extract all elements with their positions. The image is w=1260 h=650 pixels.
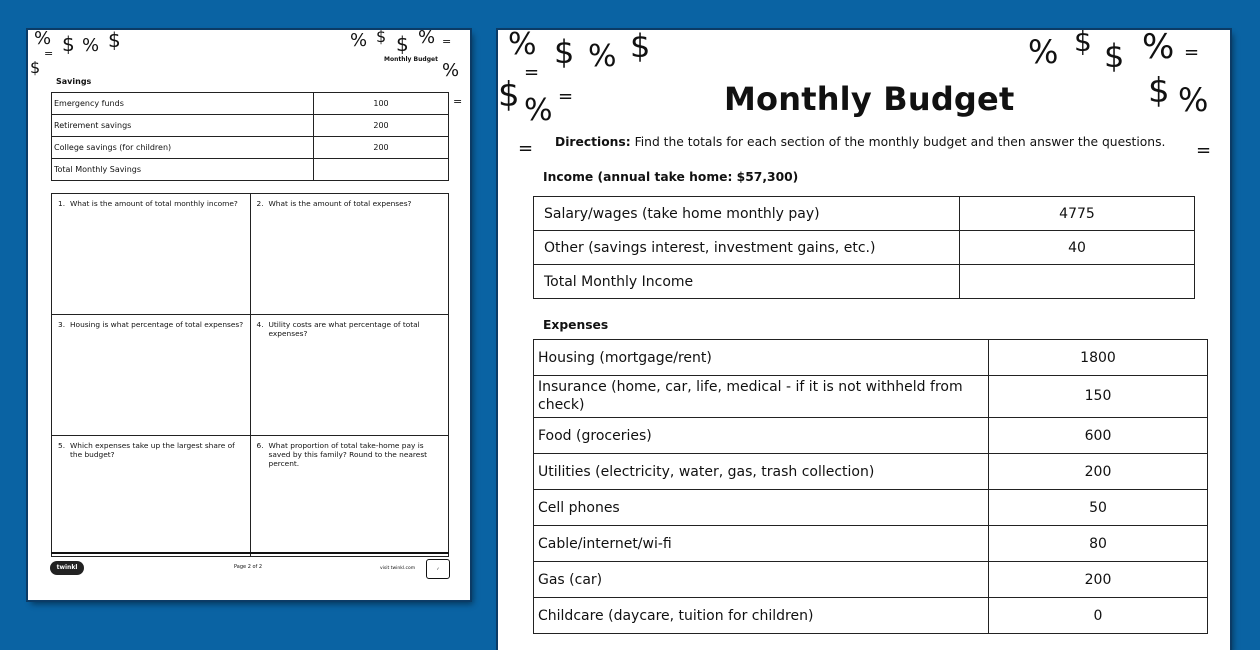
row-value[interactable]: 200 bbox=[314, 137, 449, 159]
question-number: 6. bbox=[256, 441, 264, 450]
question-number: 1. bbox=[58, 199, 66, 208]
row-label: Salary/wages (take home monthly pay) bbox=[534, 197, 960, 231]
row-label: Utilities (electricity, water, gas, trash collection) bbox=[534, 454, 989, 490]
percent-symbol: % bbox=[508, 30, 537, 62]
income-heading: Income (annual take home: $57,300) bbox=[543, 170, 799, 184]
table-row bbox=[534, 454, 1208, 490]
question-cell[interactable] bbox=[52, 315, 251, 436]
percent-symbol: % bbox=[350, 30, 368, 51]
table-row bbox=[534, 265, 1195, 299]
page-title: Monthly Budget bbox=[384, 56, 438, 63]
footer-url: visit twinkl.com bbox=[380, 566, 416, 571]
worksheet-page-1 bbox=[498, 30, 1230, 650]
percent-symbol: % bbox=[82, 35, 100, 56]
equals-symbol: = bbox=[518, 138, 534, 159]
total-savings-field[interactable] bbox=[314, 159, 449, 181]
question-cell[interactable] bbox=[250, 436, 449, 557]
row-label: Cable/internet/wi-fi bbox=[534, 526, 989, 562]
income-table bbox=[533, 196, 1195, 299]
directions-text: Find the totals for each section of the monthly budget and then answer the questions. bbox=[630, 135, 1166, 149]
row-label: College savings (for children) bbox=[52, 137, 314, 159]
row-label: Other (savings interest, investment gains, etc.) bbox=[534, 231, 960, 265]
directions bbox=[555, 135, 1165, 149]
dollar-symbol: $ bbox=[108, 30, 121, 52]
row-value[interactable]: 40 bbox=[960, 231, 1195, 265]
row-label: Housing (mortgage/rent) bbox=[534, 340, 989, 376]
dollar-symbol: $ bbox=[62, 32, 75, 56]
equals-symbol: = bbox=[453, 95, 463, 108]
table-row bbox=[534, 562, 1208, 598]
equals-symbol: = bbox=[442, 35, 452, 48]
row-label: Gas (car) bbox=[534, 562, 989, 598]
table-row bbox=[534, 197, 1195, 231]
question-text: What proportion of total take-home pay is saved by this family? Round to the nearest percent. bbox=[268, 441, 428, 468]
dollar-symbol: $ bbox=[1104, 37, 1125, 75]
percent-symbol: % bbox=[1142, 30, 1175, 67]
table-row bbox=[534, 231, 1195, 265]
percent-symbol: % bbox=[524, 93, 553, 128]
savings-table bbox=[51, 92, 449, 181]
expenses-heading: Expenses bbox=[543, 318, 609, 332]
equals-symbol: = bbox=[558, 86, 574, 107]
row-value[interactable]: 1800 bbox=[989, 340, 1208, 376]
table-row bbox=[534, 526, 1208, 562]
expenses-table bbox=[533, 339, 1208, 634]
question-text: Housing is what percentage of total expenses? bbox=[70, 320, 244, 329]
table-row bbox=[52, 137, 449, 159]
question-text: What is the amount of total expenses? bbox=[268, 199, 412, 208]
percent-symbol: % bbox=[1178, 81, 1209, 119]
question-cell[interactable] bbox=[250, 194, 449, 315]
question-number: 3. bbox=[58, 320, 66, 329]
row-value[interactable]: 200 bbox=[989, 454, 1208, 490]
row-value[interactable]: 600 bbox=[989, 418, 1208, 454]
question-text: Utility costs are what percentage of total expenses? bbox=[268, 320, 420, 338]
question-number: 4. bbox=[256, 320, 264, 329]
row-value[interactable]: 150 bbox=[989, 376, 1208, 418]
question-cell[interactable] bbox=[250, 315, 449, 436]
equals-symbol: = bbox=[524, 62, 540, 83]
page-title: Monthly Budget bbox=[724, 80, 1015, 118]
row-label: Cell phones bbox=[534, 490, 989, 526]
row-label: Childcare (daycare, tuition for children) bbox=[534, 598, 989, 634]
dollar-symbol: $ bbox=[1074, 30, 1092, 58]
dollar-symbol: $ bbox=[30, 58, 41, 77]
question-number: 2. bbox=[256, 199, 264, 208]
table-row bbox=[52, 159, 449, 181]
dollar-symbol: $ bbox=[554, 33, 575, 71]
directions-label: Directions: bbox=[555, 135, 631, 149]
question-text: Which expenses take up the largest share of the budget? bbox=[70, 441, 235, 459]
percent-symbol: % bbox=[34, 30, 52, 49]
questions-grid bbox=[51, 193, 449, 557]
question-cell[interactable] bbox=[52, 194, 251, 315]
percent-symbol: % bbox=[418, 30, 436, 48]
percent-symbol: % bbox=[1028, 33, 1059, 71]
table-row bbox=[52, 93, 449, 115]
row-value[interactable]: 200 bbox=[314, 115, 449, 137]
row-label: Retirement savings bbox=[52, 115, 314, 137]
row-label: Total Monthly Savings bbox=[52, 159, 314, 181]
worksheet-page-2 bbox=[28, 30, 470, 600]
twinkl-logo: twinkl bbox=[50, 561, 84, 575]
row-label: Emergency funds bbox=[52, 93, 314, 115]
row-label: Total Monthly Income bbox=[534, 265, 960, 299]
row-label: Insurance (home, car, life, medical - if it is not withheld from check) bbox=[534, 376, 989, 418]
table-row bbox=[534, 490, 1208, 526]
percent-symbol: % bbox=[588, 39, 617, 74]
table-row bbox=[52, 115, 449, 137]
total-income-field[interactable] bbox=[960, 265, 1195, 299]
dollar-symbol: $ bbox=[498, 75, 520, 115]
question-number: 5. bbox=[58, 441, 66, 450]
row-value[interactable]: 80 bbox=[989, 526, 1208, 562]
footer-divider bbox=[51, 552, 449, 554]
question-cell[interactable] bbox=[52, 436, 251, 557]
row-value[interactable]: 0 bbox=[989, 598, 1208, 634]
dollar-symbol: $ bbox=[1148, 71, 1170, 111]
equals-symbol: = bbox=[44, 47, 54, 60]
row-value[interactable]: 50 bbox=[989, 490, 1208, 526]
equals-symbol: = bbox=[1196, 140, 1212, 161]
table-row bbox=[534, 376, 1208, 418]
table-row bbox=[534, 598, 1208, 634]
question-text: What is the amount of total monthly income? bbox=[70, 199, 238, 208]
table-row bbox=[534, 340, 1208, 376]
row-label: Food (groceries) bbox=[534, 418, 989, 454]
savings-heading: Savings bbox=[56, 77, 92, 86]
row-value[interactable]: 4775 bbox=[960, 197, 1195, 231]
dollar-symbol: $ bbox=[376, 30, 387, 46]
row-value[interactable]: 100 bbox=[314, 93, 449, 115]
page-number: Page 2 of 2 bbox=[234, 564, 263, 570]
percent-symbol: % bbox=[442, 60, 460, 81]
row-value[interactable]: 200 bbox=[989, 562, 1208, 598]
dollar-symbol: $ bbox=[396, 32, 409, 56]
dollar-symbol: $ bbox=[630, 30, 651, 65]
quality-badge-icon: ✓ bbox=[426, 559, 450, 579]
table-row bbox=[534, 418, 1208, 454]
equals-symbol: = bbox=[1184, 42, 1200, 63]
